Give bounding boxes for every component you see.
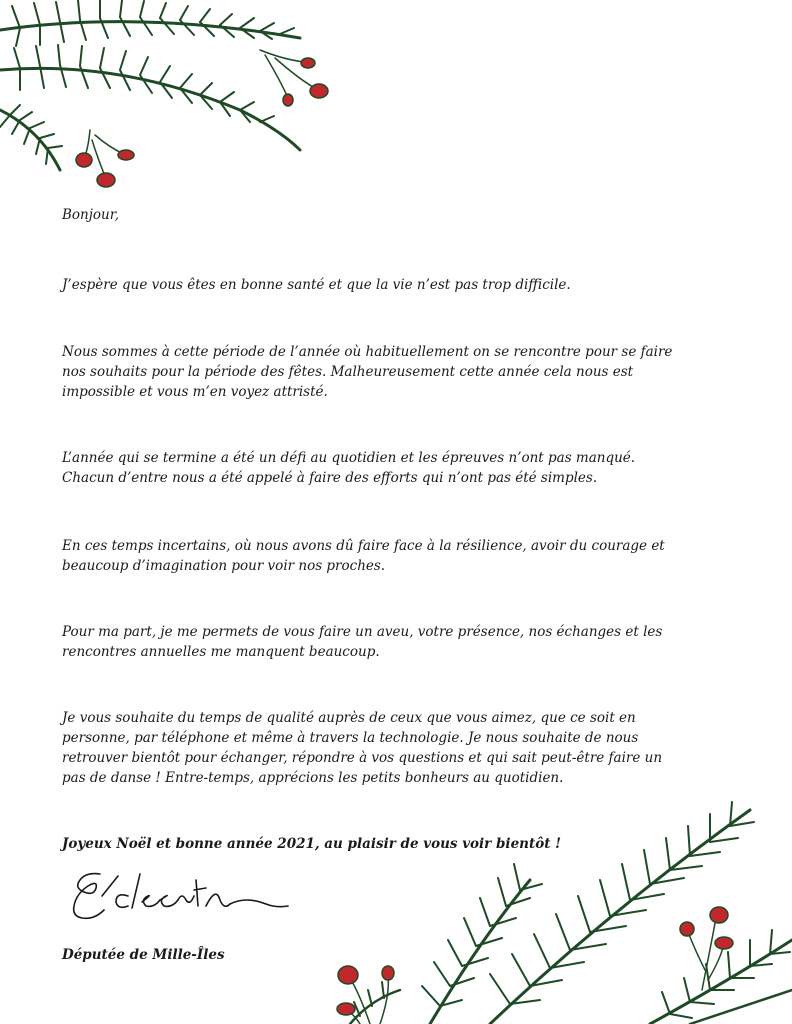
paragraph-5: Pour ma part, je me permets de vous faire un aveu, votre présence, nos échanges et les rencontres annuelles me manquent beaucoup. — [62, 624, 663, 660]
pine-branch-top-left — [0, 0, 340, 200]
pine-branch-bottom-right — [330, 790, 792, 1024]
paragraph-4: En ces temps incertains, où nous avons dû faire face à la résilience, avoir du courage et beaucoup d’imagination pour voir nos proches. — [62, 538, 665, 574]
signer-title: Députée de Mille-Îles — [62, 947, 225, 963]
paragraph-1: J’espère que vous êtes en bonne santé et que la vie n’est pas trop difficile. — [62, 277, 571, 293]
paragraph-6: Je vous souhaite du temps de qualité auprès de ceux que vous aimez, que ce soit en personne, par téléphone et même à travers la technologie. Je nous souhaite de nous retrouver bientôt pour échanger, répondre à vos questions et qui sait peut-être faire un pas de danse ! Entre-temps, apprécions les petits bonheurs au quotidien. — [62, 710, 663, 786]
handwritten-signature — [66, 866, 296, 926]
closing-line: Joyeux Noël et bonne année 2021, au plaisir de vous voir bientôt ! — [62, 836, 562, 852]
paragraph-2: Nous sommes à cette période de l’année où habituellement on se rencontre pour se faire nos souhaits pour la période des fêtes. Malheureusement cette année cela nous est impossible et vous m’en voyez attristé. — [62, 344, 673, 400]
greeting: Bonjour, — [62, 207, 120, 223]
paragraph-3: L’année qui se termine a été un défi au quotidien et les épreuves n’ont pas manqué. Chacun d’entre nous a été appelé à faire des efforts qui n’ont pas été simples. — [62, 450, 636, 486]
